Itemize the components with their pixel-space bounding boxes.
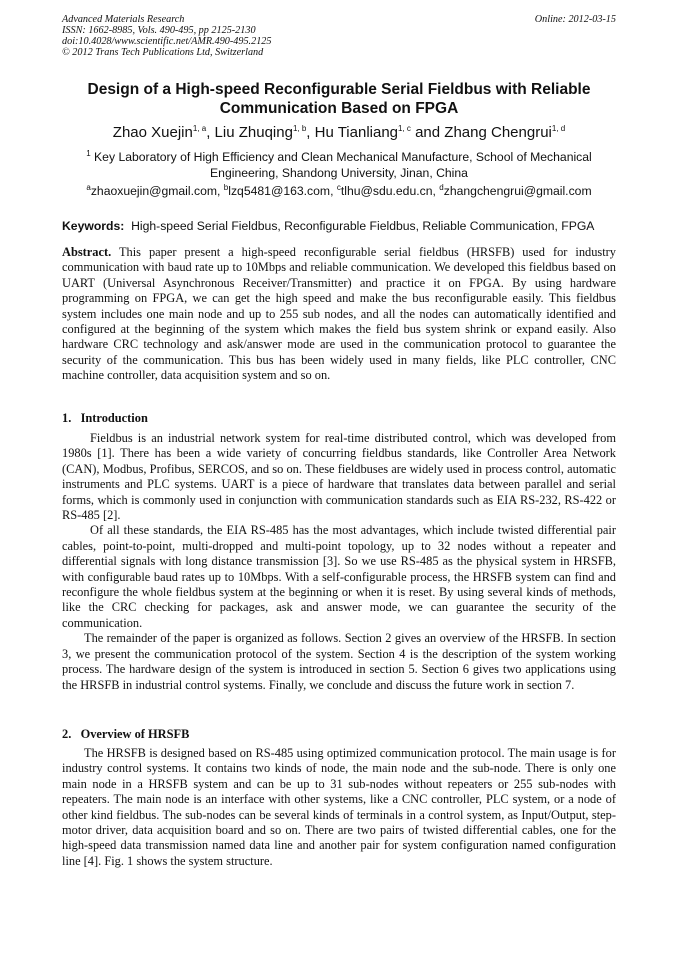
email[interactable]: $^c$tlhu@sdu.edu.cn	[336, 182, 433, 198]
section-introduction	[62, 431, 616, 693]
email-list: $^a$zhaoxuejin@gmail.com, $^b$lzq5481@163.com, $^c$tlhu@sdu.edu.cn, $^d$zhangchengrui@gmail.com	[86, 182, 592, 198]
section-overview	[62, 746, 616, 869]
author-list	[62, 124, 616, 142]
publication-header	[62, 14, 616, 58]
paper-title	[62, 80, 616, 118]
paragraph: The remainder of the paper is organized as follows. Section 2 gives an overview of the HRSFB. In section 3, we present the communication protocol of the system. Section 4 is the description of the system working process. The hardware design of the system is introduced in section 5. Section 6 gives two applications using the HRSFB in industrial control systems. Finally, we conclude and discuss the future work in section 7.	[62, 631, 616, 692]
email[interactable]: $^d$zhangchengrui@gmail.com	[439, 182, 592, 198]
section-heading-overview: 2. Overview of HRSFB	[62, 727, 190, 741]
title-line-2: Communication Based on FPGA	[219, 100, 459, 117]
abstract	[62, 245, 616, 384]
affiliation: $^1$ Key Laboratory of High Efficiency and Clean Mechanical Manufacture, School of Mechanical Engineering, Shandong University, Jinan, China	[86, 148, 592, 180]
keywords-label: Keywords:	[62, 219, 125, 233]
online-date: Online: 2012-03-15	[534, 14, 616, 25]
copyright-line: © 2012 Trans Tech Publications Ltd, Switzerland	[62, 47, 264, 58]
author: Zhao Xuejin$^{1, a}$,	[112, 124, 215, 141]
doi-line[interactable]: doi:10.4028/www.scientific.net/AMR.490-495.2125	[62, 36, 272, 47]
title-line-1: Design of a High-speed Reconfigurable Serial Fieldbus with Reliable	[87, 81, 591, 98]
paragraph: Fieldbus is an industrial network system for real-time distributed control, which was developed from 1980s [1]. There has been a wide variety of concurring fieldbus standards, like Controller Area Network (CAN), Modbus, Profibus, SERCOS, and so on. These fieldbuses are widely used in process control, automatic instruments and PLC systems. UART is a piece of hardware that translates data between parallel and serial forms, which is commonly used in conjunction with communication standards such as EIA RS-232, RS-422 or RS-485 [2].	[62, 431, 616, 523]
issn-line: ISSN: 1662-8985, Vols. 490-495, pp 2125-2130	[62, 25, 256, 36]
author: Liu Zhuqing$^{1, b}$,	[214, 124, 315, 141]
author: Hu Tianliang$^{1, c}$ and	[314, 124, 445, 141]
journal-name: Advanced Materials Research	[62, 14, 185, 25]
paragraph: Of all these standards, the EIA RS-485 has the most advantages, which include twisted differential pair cables, point-to-point, multi-dropped and multi-point topology, up to 32 nodes without a repeater and differential signals with long distance transmission [3]. So we use RS-485 as the physical system in HRSFB, with configurable baud rates up to 10Mbps. With a self-configurable process, the HRSFB system can find and reconfigure the whole fieldbus system at the beginning or when it is reset. By using several kinds of methods, like the CRC checking for packages, ask and answer mode, we can guarantee the security of the communication.	[62, 523, 616, 630]
keywords-text: High-speed Serial Fieldbus, Reconfigurable Fieldbus, Reliable Communication, FPGA	[124, 219, 595, 233]
abstract-label: Abstract.	[62, 245, 112, 259]
email[interactable]: $^a$zhaoxuejin@gmail.com	[86, 182, 218, 198]
section-heading-introduction: 1. Introduction	[62, 411, 148, 425]
keywords	[62, 219, 616, 234]
author: Zhang Chengrui$^{1, d}$	[444, 124, 566, 141]
paragraph: The HRSFB is designed based on RS-485 using optimized communication protocol. The main usage is for industry control systems. It contains two kinds of node, the main node and the sub-node. There is only one main node in a HRSFB system and can be up to 31 sub-nodes without repeaters or 255 sub-nodes with repeaters. The main node is an interface with other systems, like a CNC controller, PLC system, or a node of other kind fieldbus. The sub-nodes can be several kinds of terminals in a control system, as Input/Output, step-motor driver, data acquisition board and so on. There are two pairs of twisted differential cables, one for the high-speed data transmission named data line and another pair for system configuration named configuration line [4]. Fig. 1 shows the system structure.	[62, 746, 616, 868]
abstract-text: This paper present a high-speed reconfigurable serial fieldbus (HRSFB) used for industry communication with baud rate up to 10Mbps and reliable communication. We developed this fieldbus based on UART (Universal Asynchronous Receiver/Transmitter) and practice it on FPGA. By using hardware programming on FPGA, we can get the high speed and make the bus reconfigurable easily. This fieldbus system includes one main node and up to 255 sub nodes, and all the nodes can automatically identified and configured at the beginning of the system which makes the field bus system shrink or expand easily. Also hardware CRC technology and ask/answer mode are used in the communication protocol to guarantee the security of the communication. This bus has been widely used in many fields, like PLC controller, CNC machine controller, data acquisition system and so on.	[62, 245, 616, 383]
email[interactable]: $^b$lzq5481@163.com	[223, 182, 331, 198]
